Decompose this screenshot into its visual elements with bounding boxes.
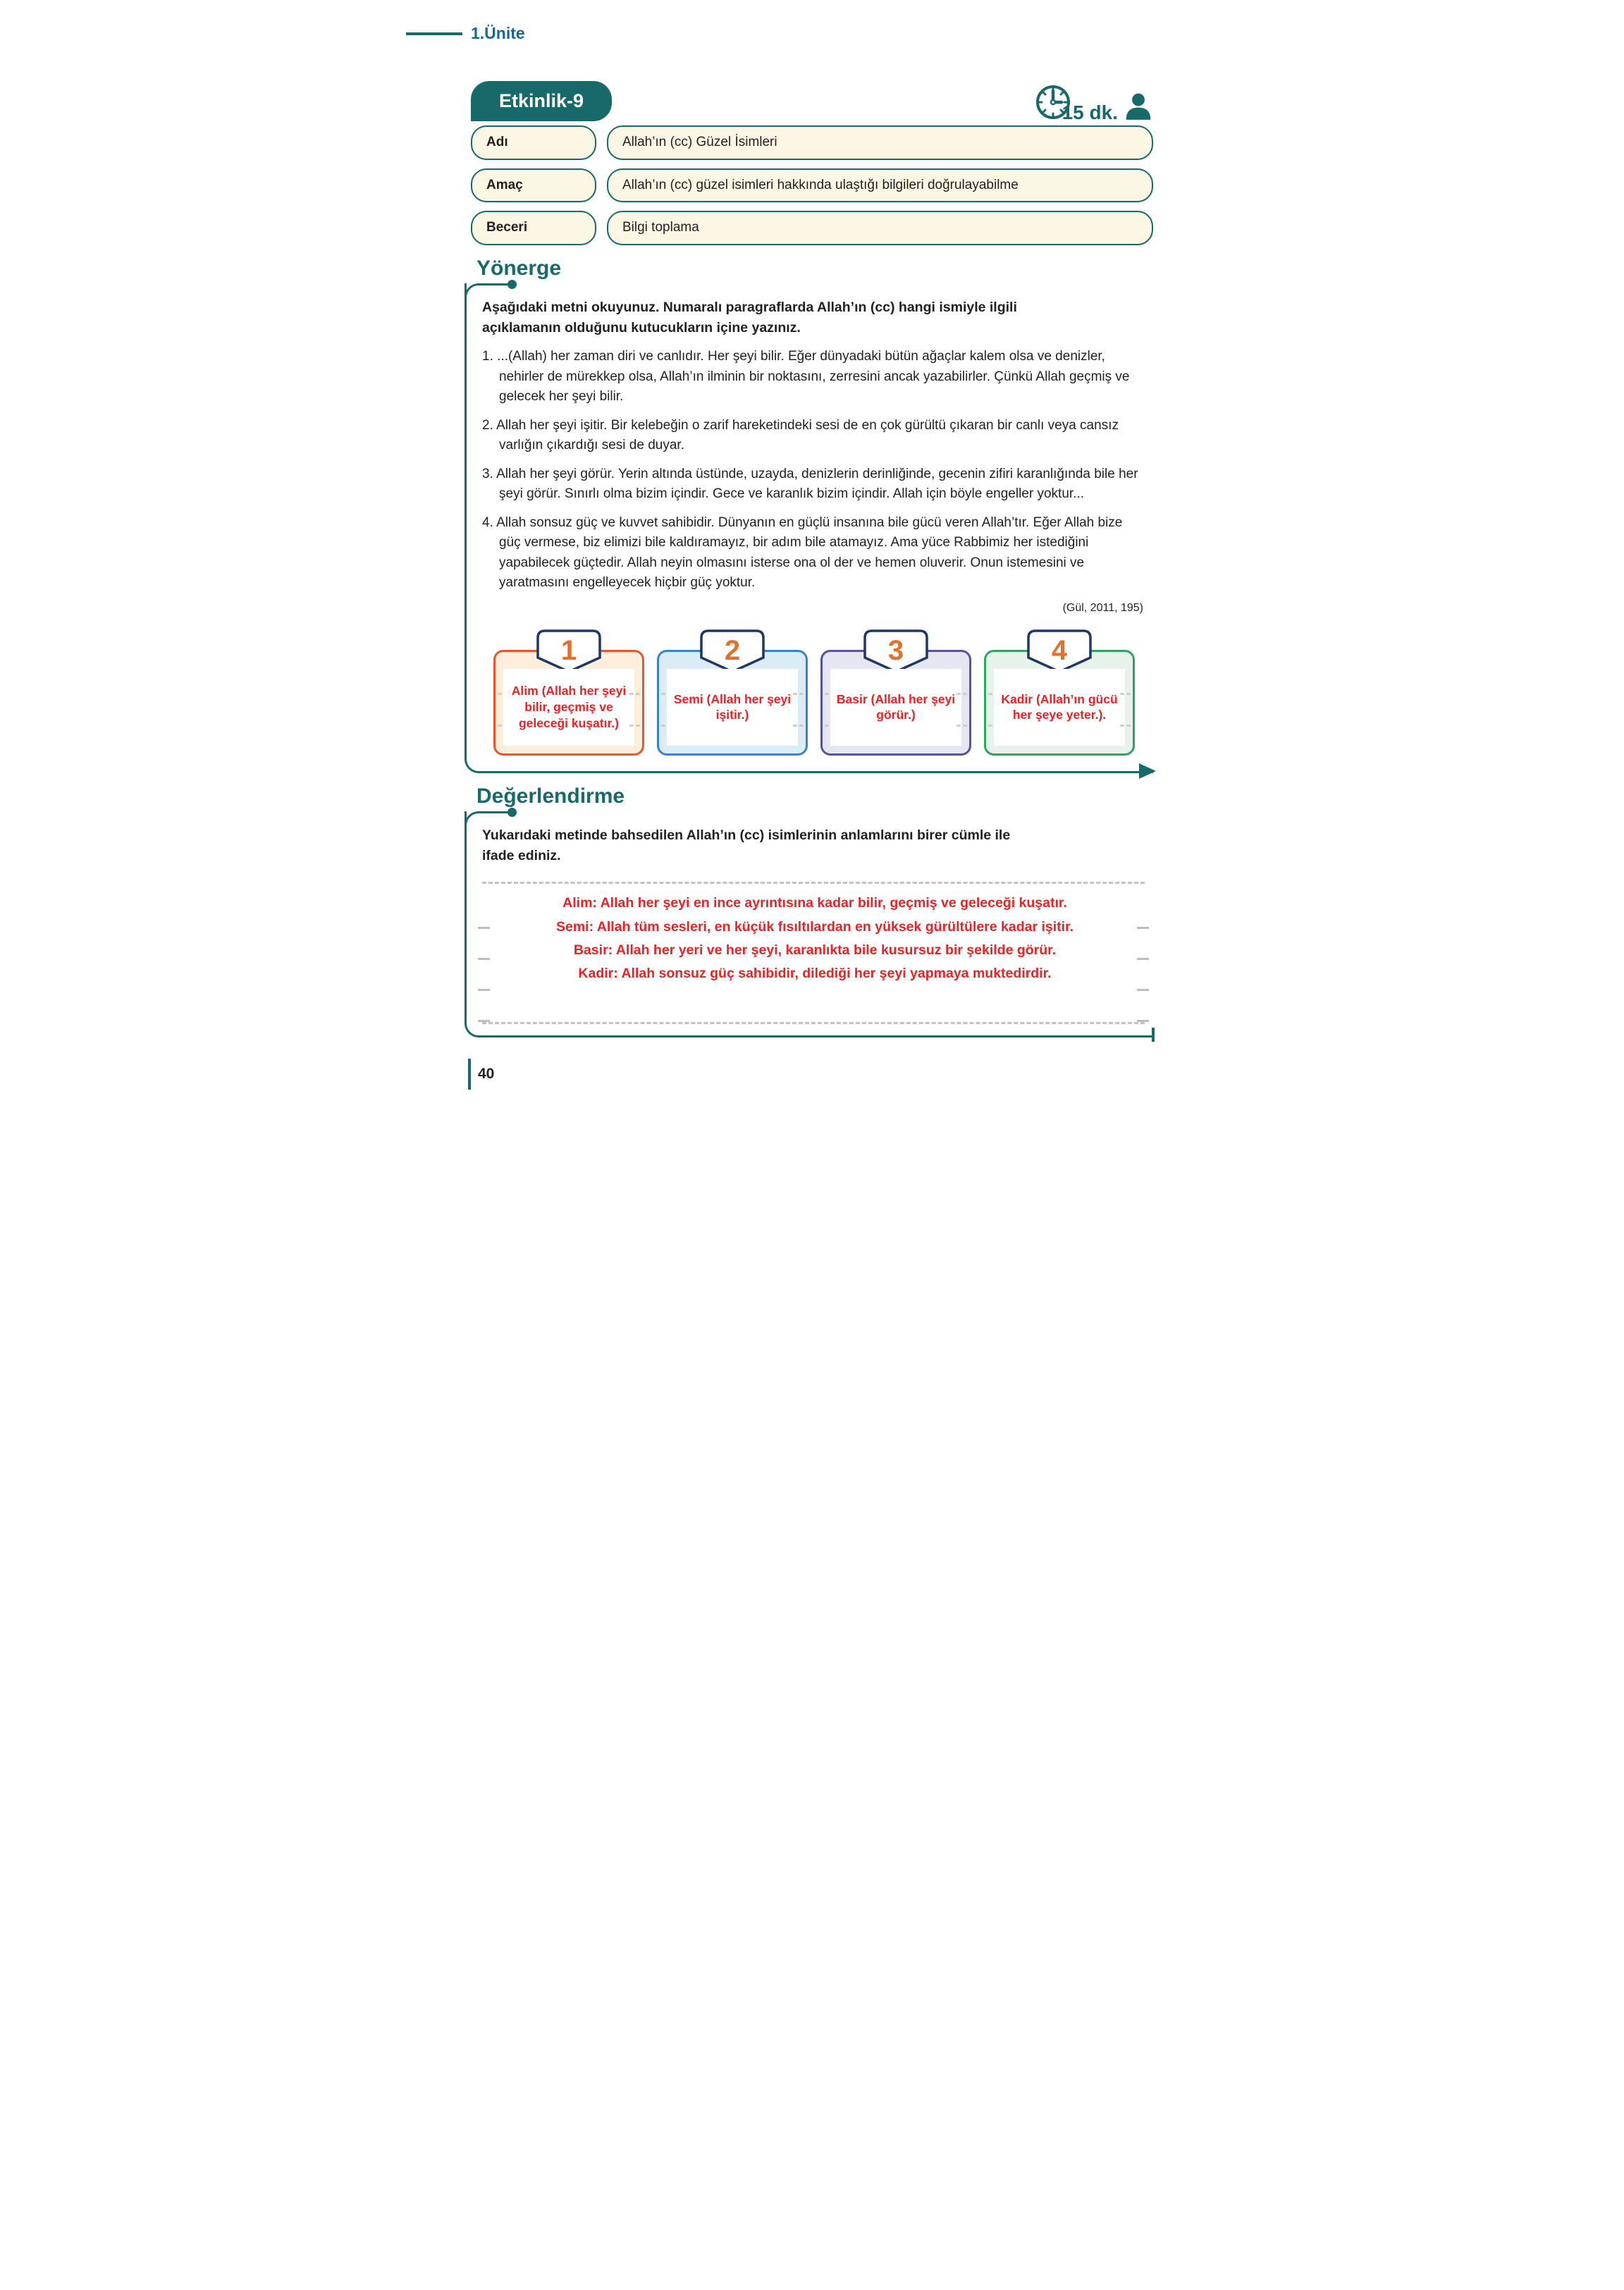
box-number: 4 <box>1051 634 1068 666</box>
ruled-dashes-left <box>478 927 490 1033</box>
activity-info-table <box>471 125 1153 245</box>
written-answer: Alim (Allah her şeyi bilir, geçmiş ve geleceği kuşatır.) <box>503 669 634 746</box>
info-value <box>607 211 1153 245</box>
line-end-tick <box>1152 1028 1155 1042</box>
activity-header <box>471 81 1153 121</box>
yonerge-instruction: Aşağıdaki metni okuyunuz. Numaralı paragraflarda Allah’ın (cc) hangi ismiyle ilgili açıklamanın olduğunu kutucukların içine yazınız. <box>482 299 1017 336</box>
answer-box-row <box>493 634 1135 756</box>
page-footer <box>468 1059 1218 1090</box>
written-answer: Kadir (Allah’ın gücü her şeye yeter.). <box>994 669 1125 746</box>
paragraph-text: ...(Allah) her zaman diri ve canlıdır. Her şeyi bilir. Eğer dünyadaki bütün ağaçlar kalem olsa ve denizler, nehirler de mürekkep olsa, Allah’ın ilminin bir noktasını, zerresini ancak yazabilirler. Çünkü Allah geçmiş ve gelecek her şeyi bilir. <box>497 349 1130 405</box>
write-line <box>482 1022 1145 1024</box>
paragraph-number: 1. <box>482 349 493 364</box>
written-answer: Semi (Allah her şeyi işitir.) <box>667 669 798 746</box>
activity-paragraph <box>482 464 1145 505</box>
ruled-dashes-right <box>1137 927 1149 1033</box>
answer-box-2 <box>657 634 808 756</box>
info-value-text: Allah’ın (cc) Güzel İsimleri <box>622 135 777 149</box>
yonerge-heading: Yönerge <box>476 256 562 280</box>
handwritten-answer: Alim: Allah her şeyi en ince ayrıntısına kadar bilir, geçmiş ve geleceği kuşatır. <box>562 895 1067 911</box>
activity-meta <box>1034 83 1153 121</box>
person-icon <box>1124 92 1153 121</box>
number-tab <box>536 629 601 675</box>
info-label: Adı <box>471 125 596 160</box>
number-tab <box>1027 629 1092 675</box>
info-row-skill <box>471 211 1153 245</box>
handwritten-answers <box>482 884 1148 1021</box>
degerlendirme-instruction: Yukarıdaki metinde bahsedilen Allah’ın (cc) isimlerinin anlamlarını birer cümle ile ifade ediniz. <box>482 827 1011 864</box>
handwritten-answer: Basir: Allah her yeri ve her şeyi, karanlıkta bile kusursuz bir şekilde görür. <box>573 942 1057 958</box>
unit-label: 1.Ünite <box>471 24 525 42</box>
number-tab <box>700 629 765 675</box>
paragraph-number: 3. <box>482 466 493 481</box>
paragraph-number: 4. <box>482 515 493 530</box>
heading-rule-dot <box>508 808 517 817</box>
info-row-name <box>471 125 1153 160</box>
info-row-goal <box>471 168 1153 203</box>
info-label: Amaç <box>471 168 596 203</box>
arrow-right-icon <box>1139 763 1156 779</box>
unit-header <box>406 0 1218 43</box>
activity-badge: Etkinlik-9 <box>471 81 612 121</box>
degerlendirme-section <box>465 811 1153 1038</box>
paragraph-text: Allah her şeyi işitir. Bir kelebeğin o zarif hareketindeki sesi de en çok gürültü çıkaran bir canlı veya cansız varlığın çıkardığı sesi de duyar. <box>496 417 1119 453</box>
page-number: 40 <box>478 1065 495 1082</box>
handwritten-answer: Semi: Allah tüm sesleri, en küçük fısıltılardan en yüksek gürültülere kadar işitir. <box>555 918 1074 935</box>
box-number: 2 <box>724 634 741 666</box>
info-value-text: Allah’ın (cc) güzel isimleri hakkında ulaştığı bilgileri doğrulayabilme <box>622 177 1019 192</box>
heading-rule-dot <box>508 280 517 289</box>
source-citation: (Gül, 2011, 195) <box>1062 601 1143 614</box>
answer-box-3 <box>820 634 971 756</box>
write-lines-area <box>482 882 1148 1023</box>
info-value-text: Bilgi toplama <box>622 220 699 235</box>
box-number: 1 <box>560 634 577 666</box>
info-value <box>607 125 1153 160</box>
paragraph-text: Allah sonsuz güç ve kuvvet sahibidir. Dünyanın en güçlü insanına bile gücü veren Allah’tır. Eğer Allah bize güç vermese, biz elimizi bile kaldıramayız, bir adım bile atamayız. Ama yüce Rabbimiz her istediğini yapabilecek güçtedir. Allah neyin olmasını isterse ona ol der ve hemen oluverir. Onun istemesini ve yaratmasını engelleyecek hiçbir güç yoktur. <box>496 515 1123 591</box>
written-answer: Basir (Allah her şeyi görür.) <box>830 669 961 746</box>
degerlendirme-heading: Değerlendirme <box>476 784 625 808</box>
paragraph-number: 2. <box>482 417 493 433</box>
page-number-rule <box>468 1059 471 1090</box>
info-label: Beceri <box>471 211 596 245</box>
paragraph-text: Allah her şeyi görür. Yerin altında üstünde, uzayda, denizlerin derinliğinde, gecenin zifiri karanlığında bile her şeyi görür. Sınırlı olma bizim içindir. Gece ve karanlık bizim içindir. Allah için böyle engeller yoktur... <box>496 466 1138 502</box>
box-number: 3 <box>887 634 904 666</box>
unit-header-rule <box>406 32 462 35</box>
activity-paragraph <box>482 513 1145 593</box>
worksheet-page <box>406 0 1218 1145</box>
info-value <box>607 168 1153 203</box>
activity-paragraph <box>482 347 1145 407</box>
duration-label: 15 dk. <box>1062 101 1118 123</box>
answer-box-1 <box>493 634 644 756</box>
activity-paragraph <box>482 416 1145 456</box>
number-tab <box>863 629 928 675</box>
handwritten-answer: Kadir: Allah sonsuz güç sahibidir, dilediği her şeyi yapmaya muktedirdir. <box>578 966 1052 982</box>
answer-box-4 <box>984 634 1135 756</box>
yonerge-section <box>465 283 1153 773</box>
